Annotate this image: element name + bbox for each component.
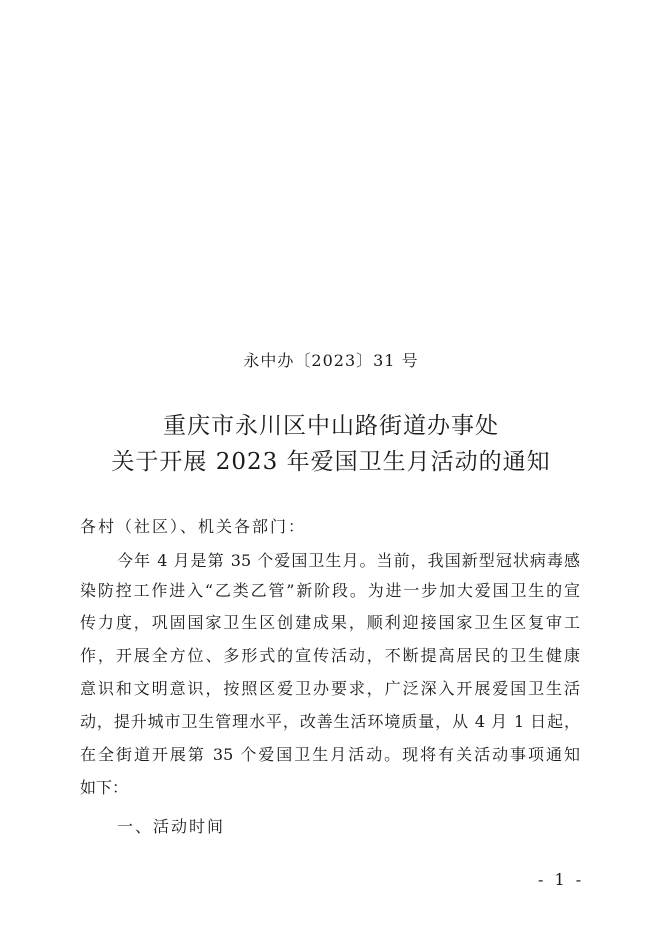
body-line: 如下： xyxy=(80,778,129,797)
body-line: 染防控工作进入“乙类乙管”新阶段。为进一步加大爱国卫生的宣 xyxy=(80,581,580,600)
document-number: 永中办〔2023〕31 号 xyxy=(243,351,419,370)
body-line: 动，提升城市卫生管理水平，改善生活环境质量，从 4 月 1 日起， xyxy=(80,712,580,731)
document-title-line-1: 重庆市永川区中山路街道办事处 xyxy=(163,413,499,439)
body-line: 作，开展全方位、多形式的宣传活动，不断提高居民的卫生健康 xyxy=(80,646,580,665)
page-number: - 1 - xyxy=(538,870,585,889)
body-line: 在全街道开展第 35 个爱国卫生月活动。现将有关活动事项通知 xyxy=(80,745,580,764)
section-heading: 一、活动时间 xyxy=(117,817,226,836)
body-line: 意识和文明意识，按照区爱卫办要求，广泛深入开展爱国卫生活 xyxy=(80,679,580,698)
document-title-line-2: 关于开展 2023 年爱国卫生月活动的通知 xyxy=(111,449,551,475)
body-line: 传力度，巩固国家卫生区创建成果，顺利迎接国家卫生区复审工 xyxy=(80,613,580,632)
body-line: 今年 4 月是第 35 个爱国卫生月。当前，我国新型冠状病毒感 xyxy=(117,551,580,570)
salutation: 各村（社区）、机关各部门： xyxy=(80,517,307,536)
